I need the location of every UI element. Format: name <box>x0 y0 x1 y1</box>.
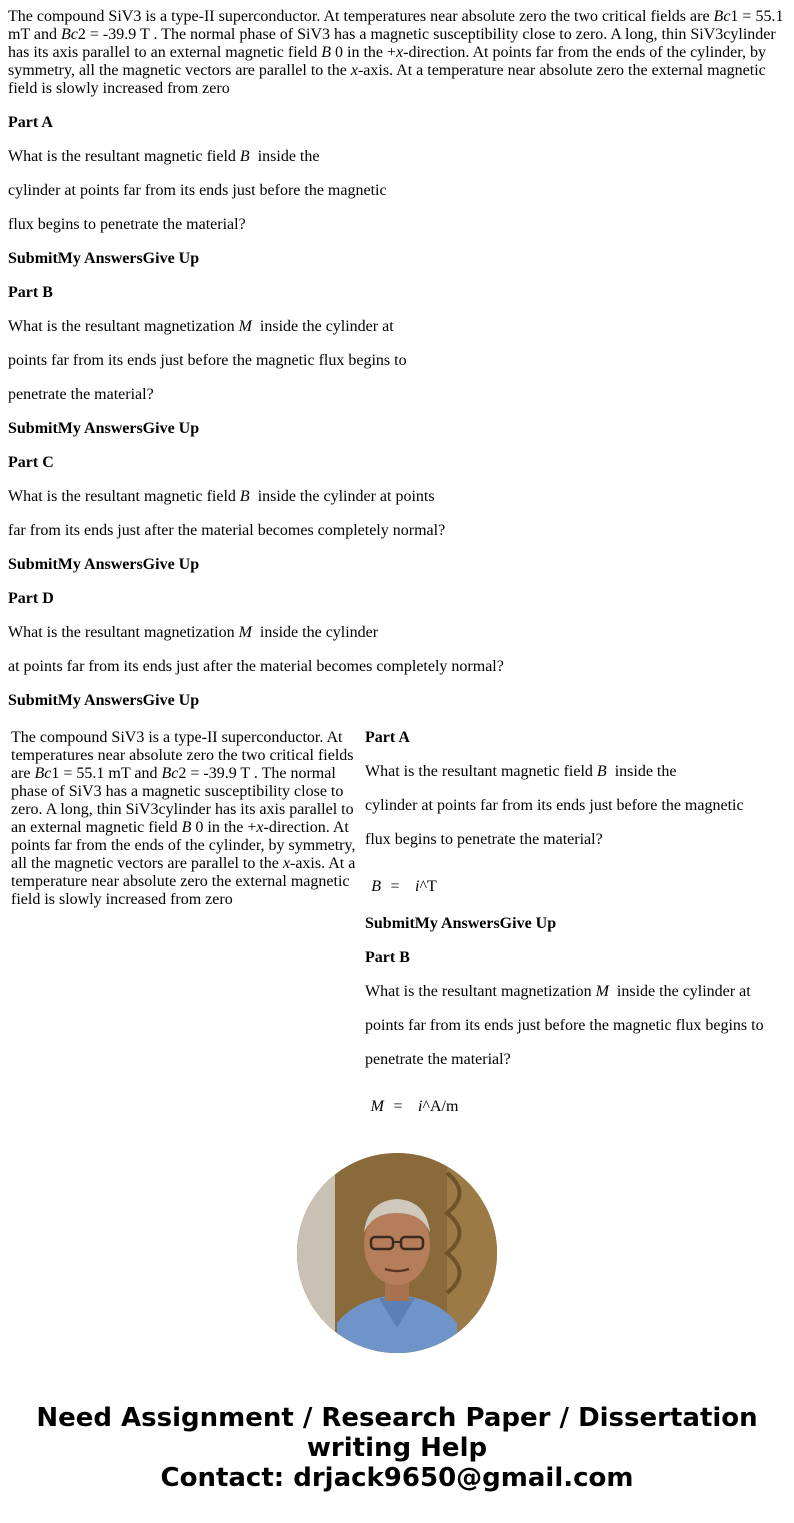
part-d-title: Part D <box>8 590 54 607</box>
part-b-question-line-2: points far from its ends just before the magnetic flux begins to <box>8 352 407 369</box>
part-a-submit-links[interactable]: SubmitMy AnswersGive Up <box>8 250 200 267</box>
intro-text-1: The compound SiV3 is a type-II superconductor. At temperatures near absolute zero the two critical fields are <box>8 8 714 25</box>
part-b-title: Part B <box>8 284 53 301</box>
part-a-question-line-1: What is the resultant magnetic field B inside the <box>8 148 320 165</box>
part-d-question-line-2: at points far from its ends just after the material becomes completely normal? <box>8 658 504 675</box>
answer-b-unit: i^A/m <box>418 1098 459 1115</box>
intro-text-3: 2 = -39.9 T . The normal phase of SiV3 has a magnetic susceptibility close to zero. A long, thin SiV3cylinder has its axis parallel to an external magnetic field <box>8 26 776 61</box>
table-part-a-line-1: What is the resultant magnetic field B inside the <box>365 763 677 780</box>
part-b-submit-links[interactable]: SubmitMy AnswersGive Up <box>8 420 200 437</box>
intro-text-5: -direction. At points far from the ends of the cylinder, by symmetry, all the magnetic vectors are parallel to the <box>8 44 766 79</box>
b-symbol: B <box>321 44 331 61</box>
answer-a-variable: B <box>371 878 381 895</box>
table-part-b-line-1: What is the resultant magnetization M inside the cylinder at <box>365 983 751 1000</box>
x-symbol-2: x <box>350 62 358 79</box>
table-part-b-line-2: points far from its ends just before the magnetic flux begins to <box>365 1017 764 1034</box>
part-a-answer-row <box>365 878 437 896</box>
x-symbol: x <box>396 44 404 61</box>
table-problem-statement: The compound SiV3 is a type-II superconductor. At temperatures near absolute zero the two critical fields are Bc1 = 55.1 mT and Bc2 = -39.9 T . The normal phase of SiV3 has a magnetic susceptibility close to zero. A long, thin SiV3cylinder has its axis parallel to an external magnetic field B 0 in the +x-direction. At points far from the ends of the cylinder, by symmetry, all the magnetic vectors are parallel to the x-axis. At a temperature near absolute zero the external magnetic field is slowly increased from zero <box>11 729 356 908</box>
promo-line-2: writing Help <box>306 1433 488 1463</box>
part-d-submit-links[interactable]: SubmitMy AnswersGive Up <box>8 692 200 709</box>
avatar-illustration <box>297 1153 497 1353</box>
part-a-question-line-2: cylinder at points far from its ends just before the magnetic <box>8 182 387 199</box>
intro-text-4: 0 in the + <box>331 44 397 61</box>
part-a-question-line-3: flux begins to penetrate the material? <box>8 216 246 233</box>
part-c-title: Part C <box>8 454 54 471</box>
table-part-a-submit-links[interactable]: SubmitMy AnswersGive Up <box>365 915 557 932</box>
author-avatar <box>297 1153 497 1353</box>
table-part-a-line-2: cylinder at points far from its ends just before the magnetic <box>365 797 744 814</box>
table-part-a-line-3: flux begins to penetrate the material? <box>365 831 603 848</box>
bc1-symbol: Bc <box>713 8 731 25</box>
problem-statement <box>8 8 788 98</box>
intro-text-2: 1 = 55.1 mT and <box>8 8 784 43</box>
part-b-question-line-1: What is the resultant magnetization M inside the cylinder at <box>8 318 394 335</box>
table-part-b-title: Part B <box>365 949 410 966</box>
part-b-question-line-3: penetrate the material? <box>8 386 154 403</box>
part-d-question-line-1: What is the resultant magnetization M inside the cylinder <box>8 624 379 641</box>
part-a-title: Part A <box>8 114 53 131</box>
part-b-answer-row <box>365 1098 458 1116</box>
answer-a-equals: = <box>390 878 400 895</box>
part-c-question-line-2: far from its ends just after the material becomes completely normal? <box>8 522 446 539</box>
answer-b-equals: = <box>393 1098 403 1115</box>
intro-text-6: -axis. At a temperature near absolute zero the external magnetic field is slowly increased from zero <box>8 62 766 97</box>
table-part-a-title: Part A <box>365 729 410 746</box>
part-c-submit-links[interactable]: SubmitMy AnswersGive Up <box>8 556 200 573</box>
answer-b-variable: M <box>370 1098 384 1115</box>
table-part-b-line-3: penetrate the material? <box>365 1051 511 1068</box>
promo-banner <box>0 1403 794 1493</box>
answer-a-unit: i^T <box>415 878 437 895</box>
promo-contact: Contact: drjack9650@gmail.com <box>160 1463 634 1493</box>
part-c-question-line-1: What is the resultant magnetic field B inside the cylinder at points <box>8 488 435 505</box>
promo-line-1: Need Assignment / Research Paper / Dissertation <box>36 1403 758 1433</box>
bc2-symbol: Bc <box>61 26 78 43</box>
